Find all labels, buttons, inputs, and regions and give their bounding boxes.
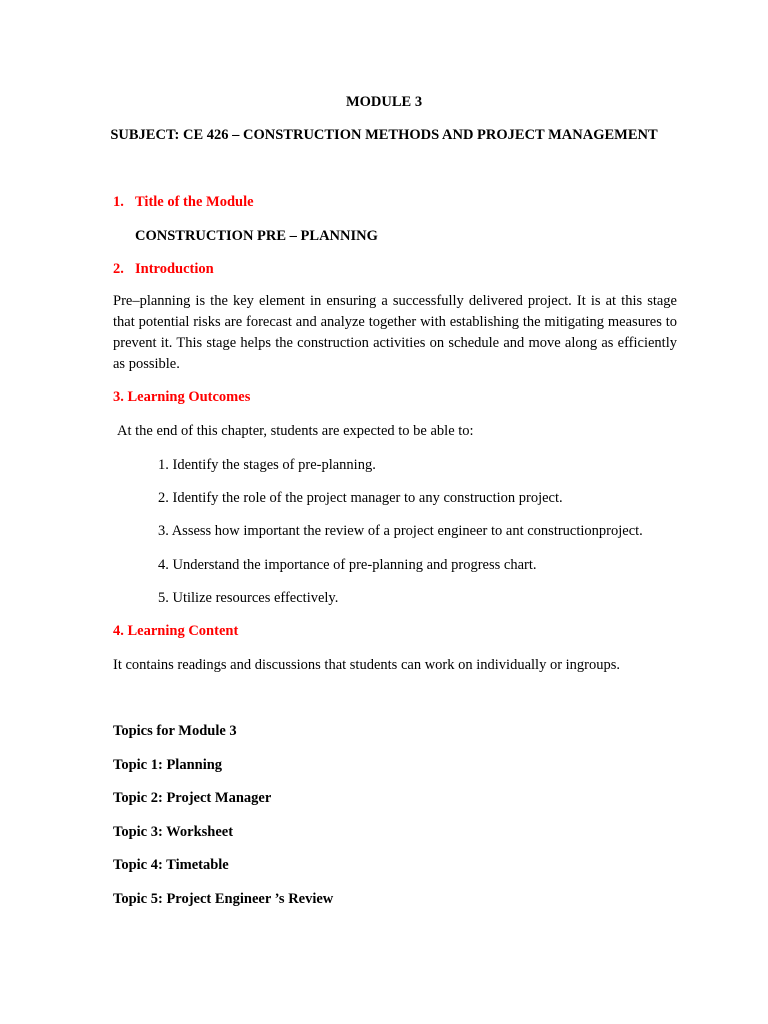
content-paragraph: It contains readings and discussions that students can work on individually or ingroups. xyxy=(113,657,621,673)
module-title-value: CONSTRUCTION PRE – PLANNING xyxy=(135,228,378,244)
section-introduction-heading xyxy=(113,261,214,278)
section-introduction-number: 2. xyxy=(113,261,124,277)
section-title-label: Title of the Module xyxy=(135,194,254,210)
outcome-item: 1. Identify the stages of pre-planning. xyxy=(158,457,376,473)
section-introduction-label: Introduction xyxy=(135,261,214,277)
topic-item: Topic 4: Timetable xyxy=(113,857,229,873)
outcome-item: 4. Understand the importance of pre-planning and progress chart. xyxy=(158,557,537,573)
section-outcomes-heading: 3. Learning Outcomes xyxy=(113,389,251,405)
topic-item: Topic 1: Planning xyxy=(113,757,223,773)
outcome-item: 3. Assess how important the review of a project engineer to ant constructionproject. xyxy=(158,523,643,539)
outcome-item: 2. Identify the role of the project manager to any construction project. xyxy=(158,490,563,506)
introduction-paragraph: Pre–planning is the key element in ensuring a successfully delivered project. It is at this stage that potential risks are forecast and analyze together with establishing the mitigating measures to prevent it. This stage helps the construction activities on schedule and move along as efficiently as possible. xyxy=(113,293,677,372)
section-content-heading: 4. Learning Content xyxy=(113,623,239,639)
section-title-number: 1. xyxy=(113,194,124,210)
topic-item: Topic 5: Project Engineer ’s Review xyxy=(113,891,334,907)
module-heading: MODULE 3 xyxy=(345,94,423,110)
outcome-item: 5. Utilize resources effectively. xyxy=(158,590,339,606)
topic-item: Topic 3: Worksheet xyxy=(113,824,234,840)
topic-item: Topic 2: Project Manager xyxy=(113,790,272,806)
topics-heading: Topics for Module 3 xyxy=(113,723,237,739)
subject-heading: SUBJECT: CE 426 – CONSTRUCTION METHODS AND PROJECT MANAGEMENT xyxy=(110,127,658,143)
section-title-heading xyxy=(113,194,254,211)
outcomes-intro: At the end of this chapter, students are expected to be able to: xyxy=(117,423,474,439)
